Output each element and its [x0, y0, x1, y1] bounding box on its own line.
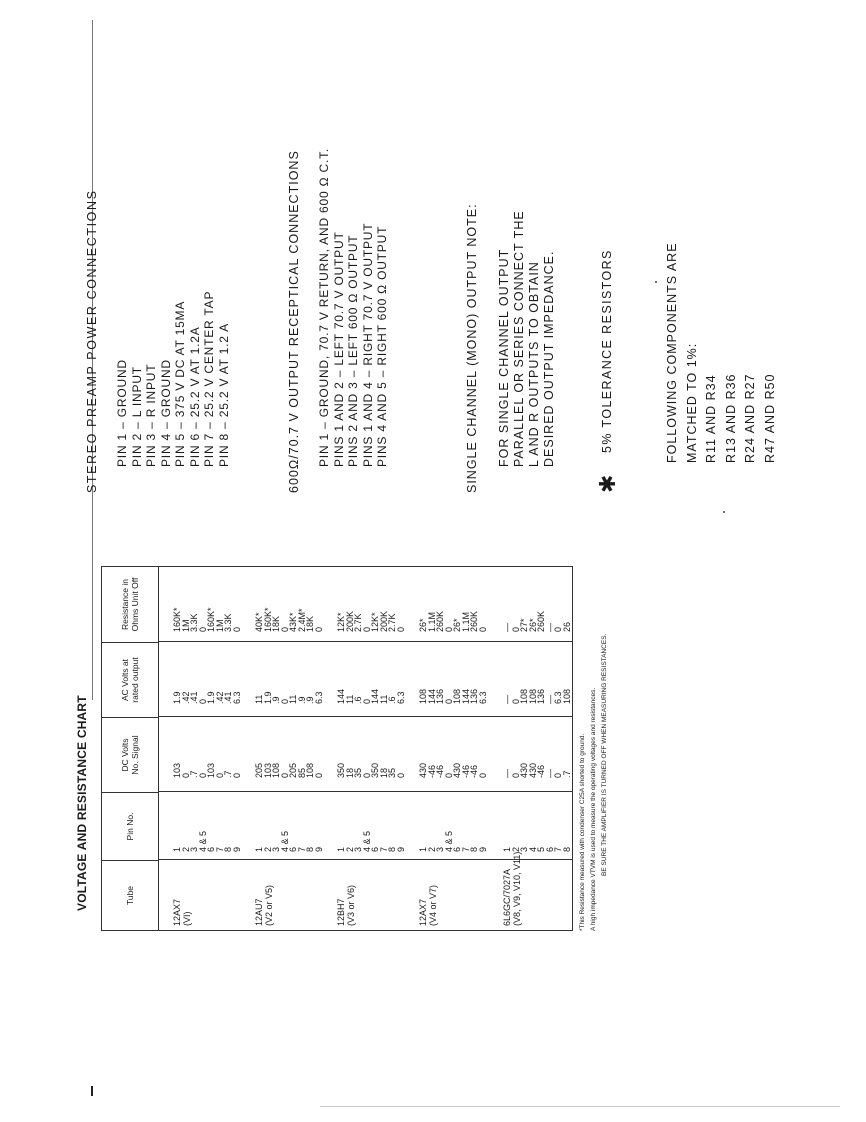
table-cell-pins: 4 & 5: [279, 830, 290, 852]
table-cell-dc: —: [544, 769, 555, 778]
table-cell-ac: 136: [469, 688, 479, 704]
preamp-pin-line: PIN 2 – L INPUT: [129, 366, 144, 467]
table-cell-res: 160K*: [206, 607, 216, 632]
table-cell-dc: 0: [477, 772, 488, 778]
table-cell-ac: 144: [460, 688, 471, 704]
matched-component-line: R47 AND R50: [762, 373, 777, 463]
table-cell-res: 0: [231, 626, 242, 632]
tube-socket: (VI): [182, 911, 192, 926]
table-cell-res: 0: [395, 626, 406, 632]
mono-note-line: DESIRED OUTPUT IMPEDANCE.: [542, 250, 556, 467]
table-cell-ac: 1.9: [206, 691, 216, 704]
table-cell-dc: 103: [172, 762, 182, 778]
table-cell-res: 18K: [271, 615, 281, 632]
table-cell-pins: 7: [214, 846, 225, 852]
preamp-pin-line: PIN 3 – R INPUT: [144, 363, 158, 467]
tube-name: 12AU7: [254, 898, 264, 926]
table-cell-ac: 136: [536, 688, 546, 704]
chart-title: VOLTAGE AND RESISTANCE CHART: [75, 695, 89, 911]
table-cell-ac: 108: [418, 688, 428, 704]
page-bottom-rule: [320, 1106, 840, 1107]
table-cell-ac: 1.9: [172, 691, 182, 704]
table-cell-pins: 7: [553, 846, 563, 852]
column-divider: [158, 791, 572, 792]
table-cell-res: 2.4M*: [296, 608, 307, 632]
table-cell-dc: 0: [214, 772, 225, 778]
table-cell-ac: .41: [223, 691, 233, 704]
table-cell-pins: 8: [561, 846, 572, 852]
tube-socket: (V4 or V7): [428, 884, 438, 926]
table-cell-res: 27*: [519, 618, 529, 632]
table-cell-pins: 8: [305, 846, 315, 852]
tube-socket: (V2 or V5): [264, 884, 274, 926]
table-cell-res: 0: [477, 626, 488, 632]
table-cell-pins: 4: [527, 846, 538, 852]
tube-name: 6L6GC/7027A: [502, 868, 512, 926]
table-cell-dc: 205: [254, 762, 264, 778]
preamp-pin-line: PIN 8 – 25.2 V AT 1.2 A: [216, 322, 231, 467]
table-cell-ac: .41: [189, 691, 199, 704]
column-divider: [158, 641, 572, 642]
table-cell-res: —: [502, 623, 512, 632]
table-cell-dc: 108: [305, 762, 315, 778]
table-cell-res: 200K: [344, 610, 355, 632]
table-cell-ac: 144: [370, 688, 380, 704]
table-cell-dc: .7: [223, 770, 233, 778]
table-cell-res: 43K*: [288, 612, 298, 632]
preamp-pin-line: PIN 5 – 375 V DC AT 15MA: [173, 300, 187, 467]
table-cell-pins: 1: [254, 846, 264, 852]
table-cell-dc: 0: [395, 772, 406, 778]
table-cell-dc: 103: [206, 762, 216, 778]
table-cell-pins: 7: [296, 846, 307, 852]
table-cell-ac: —: [502, 695, 512, 704]
table-cell-res: 0: [313, 626, 324, 632]
output-pin-line: PINS 1 AND 4 – RIGHT 70.7 V OUTPUT: [360, 222, 375, 467]
table-cell-dc: 350: [370, 762, 380, 778]
header-resistance: Resistance in Ohms Unit Off: [120, 577, 140, 632]
table-cell-ac: 6.3: [231, 691, 242, 704]
table-cell-pins: 3: [189, 846, 199, 852]
header-tube: Tube: [102, 860, 158, 930]
footnote-resistance: *This Resistance measured with condenser C25A shorted to ground.: [579, 733, 586, 931]
speck: [655, 281, 657, 283]
page-corner-mark: [91, 1086, 93, 1096]
table-cell-ac: 6.3: [477, 691, 488, 704]
table-cell-pins: 6: [206, 846, 216, 852]
matched-component-line: R24 AND R27: [743, 373, 757, 463]
table-cell-ac: 0: [510, 698, 521, 704]
table-cell-ac: 108: [519, 688, 529, 704]
table-cell-dc: 0: [279, 772, 290, 778]
table-cell-ac: 0: [361, 698, 372, 704]
table-cell-dc: 35: [353, 767, 363, 778]
table-cell-ac: 144: [336, 688, 346, 704]
table-cell-pins: 9: [395, 846, 406, 852]
table-cell-dc: .7: [189, 770, 199, 778]
header-ac-volts: AC Volts at rated output: [102, 642, 158, 717]
table-cell-pins: 4 & 5: [361, 830, 372, 852]
table-cell-res: 0: [279, 626, 290, 632]
table-cell-pins: 2: [344, 846, 355, 852]
table-cell-pins: 3: [435, 846, 445, 852]
table-cell-res: 1M: [180, 619, 191, 632]
output-pin-line: PINS 4 AND 5 – RIGHT 600 Ω OUTPUT: [375, 225, 389, 467]
table-cell-dc: 18: [344, 767, 355, 778]
tube-name: 12AX7: [418, 898, 428, 926]
matched-component-line: R13 AND R36: [723, 373, 738, 463]
table-cell-pins: 3: [353, 846, 363, 852]
table-cell-pins: 6: [544, 846, 555, 852]
table-cell-res: 160K*: [262, 607, 273, 632]
table-cell-dc: -46: [469, 764, 479, 778]
table-cell-ac: 0: [443, 698, 454, 704]
table-cell-pins: 8: [387, 846, 397, 852]
table-cell-dc: .7: [561, 770, 572, 778]
table-cell-ac: 11: [288, 694, 298, 704]
table-cell-res: 18K: [305, 615, 315, 632]
tube-name: 12AX7: [172, 898, 182, 926]
column-divider: [158, 716, 572, 717]
table-cell-res: —: [544, 623, 555, 632]
table-cell-dc: 0: [313, 772, 324, 778]
table-cell-res: 2.7K: [387, 613, 397, 632]
table-cell-pins: 8: [469, 846, 479, 852]
table-cell-dc: -46: [536, 764, 546, 778]
mono-note-line: L AND R OUTPUTS TO OBTAIN: [527, 261, 541, 467]
table-cell-ac: .42: [180, 691, 191, 704]
table-cell-pins: 5: [536, 846, 546, 852]
table-cell-ac: 6.3: [395, 691, 406, 704]
table-cell-ac: 136: [435, 688, 445, 704]
table-cell-res: 26*: [452, 618, 462, 632]
mono-title: SINGLE CHANNEL (MONO) OUTPUT NOTE:: [465, 203, 479, 493]
table-cell-dc: -46: [435, 764, 445, 778]
table-cell-pins: 4 & 5: [197, 830, 208, 852]
table-cell-ac: 144: [426, 688, 437, 704]
table-cell-pins: 6: [288, 846, 298, 852]
tube-socket: (V3 or V6): [346, 884, 356, 926]
table-cell-dc: 85: [296, 767, 307, 778]
voltage-resistance-table: [101, 566, 573, 931]
table-cell-ac: .6: [387, 696, 397, 704]
header-pin: Pin No.: [102, 792, 158, 860]
preamp-pin-line: PIN 6 – 25.2 V AT 1.2A: [187, 326, 202, 467]
table-cell-pins: 4 & 5: [443, 830, 454, 852]
table-cell-ac: .9: [305, 696, 315, 704]
table-cell-ac: .42: [214, 691, 225, 704]
table-cell-dc: 430: [452, 762, 462, 778]
preamp-pin-line: PIN 1 – GROUND: [115, 359, 129, 467]
table-cell-ac: 6.3: [313, 691, 324, 704]
header-dc-volts: DC Volts No. Signal: [102, 717, 158, 792]
table-cell-pins: 8: [223, 846, 233, 852]
table-cell-pins: 1: [502, 846, 512, 852]
table-cell-res: 2.7K: [353, 613, 363, 632]
table-cell-ac: 11: [344, 694, 355, 704]
table-cell-ac: —: [544, 695, 555, 704]
table-cell-dc: 35: [387, 767, 397, 778]
preamp-pin-line: PIN 4 – GROUND: [158, 359, 173, 467]
table-cell-dc: 0: [510, 772, 521, 778]
output-title: 600Ω/70.7 V OUTPUT RECEPTICAL CONNECTIONS: [287, 150, 301, 493]
mono-note-line: FOR SINGLE CHANNEL OUTPUT: [497, 248, 511, 467]
table-cell-pins: 9: [313, 846, 324, 852]
table-cell-res: 1.1M: [460, 611, 471, 632]
matched-component-line: FOLLOWING COMPONENTS ARE: [665, 242, 679, 463]
table-cell-res: 260K: [435, 610, 445, 632]
tolerance-note: 5% TOLERANCE RESISTORS: [600, 249, 614, 453]
table-cell-res: 26*: [527, 618, 538, 632]
table-cell-dc: 430: [519, 762, 529, 778]
table-cell-dc: 350: [336, 762, 346, 778]
table-cell-dc: 108: [271, 762, 281, 778]
table-cell-dc: 0: [197, 772, 208, 778]
footnote-vtvm: A high impedance VTVM is used to measure the operating voltages and resistances.: [590, 687, 597, 931]
table-cell-dc: -46: [460, 764, 471, 778]
speck: [723, 511, 725, 513]
table-cell-pins: 7: [460, 846, 471, 852]
table-cell-ac: 108: [527, 688, 538, 704]
table-cell-ac: 0: [279, 698, 290, 704]
table-cell-res: 160K*: [172, 607, 182, 632]
table-cell-dc: 0: [553, 772, 563, 778]
output-pin-line: PINS 1 AND 2 – LEFT 70.7 V OUTPUT: [331, 231, 346, 467]
table-cell-res: 1M: [214, 619, 225, 632]
table-cell-dc: 103: [262, 762, 273, 778]
table-cell-res: 12K*: [370, 612, 380, 632]
asterisk-icon: ✱: [595, 474, 620, 493]
matched-component-line: MATCHED TO 1%:: [684, 342, 699, 463]
table-cell-dc: 205: [288, 762, 298, 778]
tube-name: 12BH7: [336, 898, 346, 926]
table-cell-res: 3.3K: [189, 613, 199, 632]
table-cell-pins: 7: [378, 846, 389, 852]
table-cell-dc: 430: [418, 762, 428, 778]
table-cell-pins: 3: [519, 846, 529, 852]
table-cell-pins: 6: [370, 846, 380, 852]
table-cell-res: 12K*: [336, 612, 346, 632]
table-cell-ac: .9: [296, 696, 307, 704]
table-cell-ac: 108: [561, 688, 572, 704]
table-cell-dc: 0: [180, 772, 191, 778]
table-cell-pins: 1: [418, 846, 428, 852]
table-cell-dc: 0: [361, 772, 372, 778]
table-cell-ac: 11: [254, 694, 264, 704]
table-cell-res: 200K: [378, 610, 389, 632]
table-cell-dc: —: [502, 769, 512, 778]
table-cell-res: 1.1M: [426, 611, 437, 632]
table-cell-res: 260K: [469, 610, 479, 632]
output-pin-line: PIN 1 – GROUND, 70.7 V RETURN, AND 600 Ω C.T.: [317, 147, 331, 467]
preamp-title: STEREO PREAMP POWER CONNECTIONS: [85, 189, 99, 493]
table-cell-dc: 0: [231, 772, 242, 778]
table-cell-res: 0: [197, 626, 208, 632]
table-cell-res: 0: [361, 626, 372, 632]
table-cell-res: 0: [553, 626, 563, 632]
table-header: [102, 567, 159, 930]
table-cell-ac: 6.3: [553, 691, 563, 704]
table-cell-ac: 108: [452, 688, 462, 704]
footnote-warning: BE SURE THE AMPLIFIER IS TURNED OFF WHEN MEASURING RESISTANCES.: [601, 633, 608, 876]
table-cell-pins: 2: [262, 846, 273, 852]
table-cell-pins: 1: [336, 846, 346, 852]
table-cell-res: 260K: [536, 610, 546, 632]
table-cell-pins: 2: [510, 846, 521, 852]
tube-socket: (V8, V9, V10, V11): [512, 851, 522, 926]
table-cell-dc: 18: [378, 767, 389, 778]
preamp-pin-line: PIN 7 – 25.2 V CENTER TAP: [202, 290, 216, 467]
table-cell-pins: 1: [172, 846, 182, 852]
table-cell-ac: 0: [197, 698, 208, 704]
table-cell-pins: 6: [452, 846, 462, 852]
table-cell-res: 0: [443, 626, 454, 632]
table-cell-dc: 0: [443, 772, 454, 778]
table-cell-res: 0: [510, 626, 521, 632]
table-cell-pins: 3: [271, 846, 281, 852]
table-cell-dc: -46: [426, 764, 437, 778]
table-cell-ac: 1.9: [262, 691, 273, 704]
table-cell-ac: .6: [353, 696, 363, 704]
table-cell-ac: 11: [378, 694, 389, 704]
table-cell-res: 26: [561, 621, 572, 632]
table-cell-pins: 2: [426, 846, 437, 852]
table-cell-pins: 9: [231, 846, 242, 852]
table-cell-dc: 430: [527, 762, 538, 778]
output-pin-line: PINS 2 AND 3 – LEFT 600 Ω OUTPUT: [346, 234, 360, 467]
table-cell-pins: 9: [477, 846, 488, 852]
column-divider: [158, 859, 572, 860]
table-cell-res: 40K*: [254, 612, 264, 632]
table-cell-ac: .9: [271, 696, 281, 704]
table-cell-res: 26*: [418, 618, 428, 632]
table-cell-res: 3.3K: [223, 613, 233, 632]
rotated-content: [73, 61, 793, 1061]
table-cell-pins: 2: [180, 846, 191, 852]
matched-component-line: R11 AND R34: [704, 374, 718, 463]
mono-note-line: PARALLEL OR SERIES CONNECT THE: [512, 210, 526, 467]
